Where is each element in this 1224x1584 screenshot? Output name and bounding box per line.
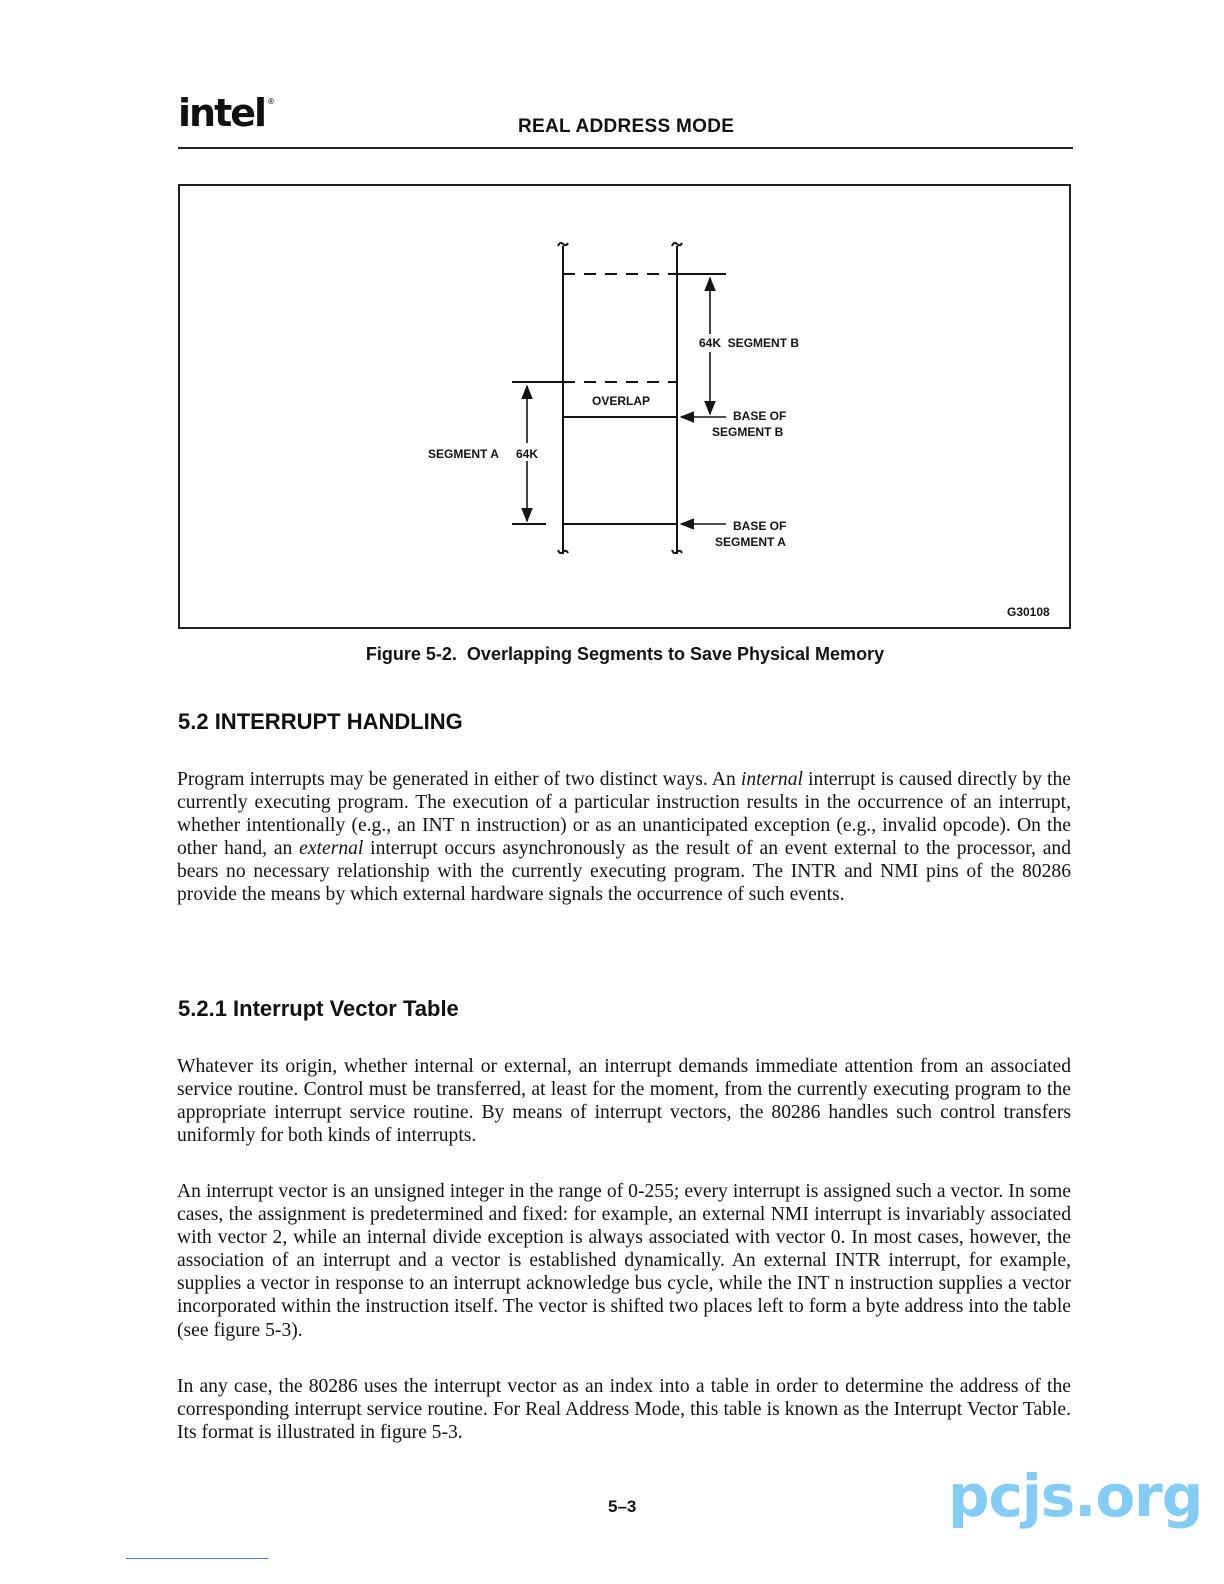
overlap-label: OVERLAP <box>592 394 651 408</box>
pcjs-watermark: pcjs.org <box>948 1462 1203 1530</box>
registered-mark: ® <box>267 97 276 106</box>
segment-b-label: 64K SEGMENT B <box>699 336 800 350</box>
base-a-label-1: BASE OF <box>733 519 787 533</box>
segment-a-label: SEGMENT A <box>428 447 499 461</box>
bottom-link-underline <box>126 1558 268 1559</box>
section-heading-5-2: 5.2 INTERRUPT HANDLING <box>178 709 463 734</box>
overlap-diagram <box>180 186 1073 631</box>
right-top-break <box>672 243 682 246</box>
figure-5-2 <box>178 184 1071 629</box>
base-b-label-2: SEGMENT B <box>712 425 784 439</box>
section-heading-5-2-1: 5.2.1 Interrupt Vector Table <box>178 996 459 1021</box>
intel-logo: intel ® <box>178 91 276 135</box>
figure-caption: Figure 5-2. Overlapping Segments to Save Physical Memory <box>365 644 885 664</box>
page-number: 5–3 <box>608 1497 637 1516</box>
paragraph-interrupt-handling: Program interrupts may be generated in either of two distinct ways. An internal interrupt is caused directly by the currently executing program. The execution of a particular instruction results in the occurrence of an interrupt, whether intentionally (e.g., an INT n instruction) or as an unanticipated exception (e.g., invalid opcode). On the other hand, an external interrupt occurs asynchronously as the result of an event external to the processor, and bears no necessary relationship with the currently executing program. The INTR and NMI pins of the 80286 provide the means by which external hardware signals the occurrence of such events. <box>177 769 1072 906</box>
figure-code: G30108 <box>1007 605 1050 619</box>
paragraph-vector-table-3: In any case, the 80286 uses the interrupt vector as an index into a table in order to determine the address of the corresponding interrupt service routine. For Real Address Mode, this table is known as the Interrupt Vector Table. Its format is illustrated in figure 5-3. <box>177 1376 1071 1444</box>
segment-a-size-label: 64K <box>516 447 539 461</box>
emphasis-internal: internal <box>740 769 803 790</box>
left-top-break <box>558 243 568 246</box>
base-a-label-2: SEGMENT A <box>715 535 786 549</box>
paragraph-vector-table-2: An interrupt vector is an unsigned integer in the range of 0-255; every interrupt is assigned such a vector. In some cases, the assignment is predetermined and fixed: for example, an external NMI interrupt is invariably associated with vector 2, while an internal divide exception is always associated with vector 0. In most cases, however, the association of an interrupt and a vector is established dynamically. An external INTR interrupt, for example, supplies a vector in response to an interrupt acknowledge bus cycle, while the INT n instruction supplies a vector incorporated within the instruction itself. The vector is shifted two places left to form a byte address into the table (see figure 5-3). <box>177 1181 1071 1341</box>
base-b-label-1: BASE OF <box>733 409 787 423</box>
paragraph-vector-table-1: Whatever its origin, whether internal or external, an interrupt demands immediate attention from an associated service routine. Control must be transferred, at least for the moment, from the currently executing program to the appropriate interrupt service routine. By means of interrupt vectors, the 80286 handles such control transfers uniformly for both kinds of interrupts. <box>177 1056 1071 1147</box>
emphasis-external: external <box>299 838 364 860</box>
running-head: REAL ADDRESS MODE <box>518 116 735 137</box>
header-rule <box>178 147 1073 149</box>
